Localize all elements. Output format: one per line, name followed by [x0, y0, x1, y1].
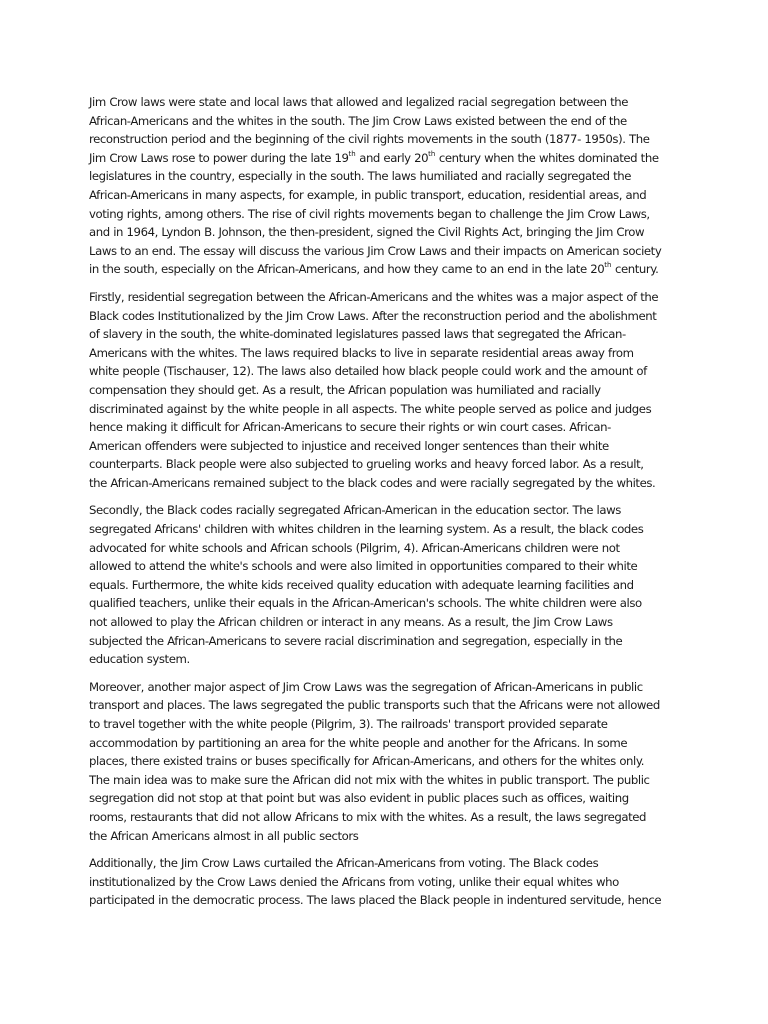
- text-line: Secondly, the Black codes racially segregated African-American in the education sector. The laws: [89, 503, 621, 518]
- text-line: and in 1964, Lyndon B. Johnson, the then-president, signed the Civil Rights Act, bringing the Jim Crow: [89, 225, 645, 240]
- text-line: subjected the African-Americans to severe racial discrimination and segregation, especially in the: [89, 633, 623, 648]
- text-line: of slavery in the south, the white-dominated legislatures passed laws that segregated the African-: [89, 327, 626, 342]
- text-line: the African Americans almost in all public sectors: [89, 828, 359, 843]
- text-line: places, there existed trains or buses specifically for African-Americans, and others for the whites only.: [89, 754, 644, 769]
- text-line: white people (Tischauser, 12). The laws also detailed how black people could work and the amount of: [89, 364, 647, 379]
- text-line: African-Americans and the whites in the south. The Jim Crow Laws existed between the end of the: [89, 113, 627, 128]
- text-line: The main idea was to make sure the African did not mix with the whites in public transport. The public: [89, 772, 650, 787]
- text-line: Firstly, residential segregation between the African-Americans and the whites was a major aspect of the: [89, 289, 659, 304]
- text-line: rooms, restaurants that did not allow Africans to mix with the whites. As a result, the laws segregated: [89, 809, 647, 824]
- text-line: legislatures in the country, especially in the south. The laws humiliated and racially segregated the: [89, 169, 632, 184]
- paragraph-5: [89, 854, 679, 910]
- text-line: education system.: [89, 652, 190, 667]
- text-line: segregation did not stop at that point but was also evident in public places such as offices, waiting: [89, 791, 629, 806]
- superscript: th: [348, 149, 356, 158]
- text-line: compensation they should get. As a result, the African population was humiliated and racially: [89, 382, 601, 397]
- document-page: [89, 93, 679, 919]
- paragraph-1: [89, 93, 679, 279]
- text-line: American offenders were subjected to injustice and received longer sentences than their white: [89, 438, 609, 453]
- text-line: not allowed to play the African children or interact in any means. As a result, the Jim Crow Laws: [89, 615, 613, 630]
- text-line: advocated for white schools and African schools (Pilgrim, 4). African-Americans children were not: [89, 540, 620, 555]
- text-line: hence making it difficult for African-Americans to secure their rights or win court cases. African-: [89, 420, 611, 435]
- paragraph-2: [89, 288, 679, 493]
- paragraph-4: [89, 678, 679, 845]
- text-line: institutionalized by the Crow Laws denied the Africans from voting, unlike their equal whites who: [89, 874, 619, 889]
- text-line: equals. Furthermore, the white kids received quality education with adequate learning facilities and: [89, 577, 634, 592]
- text-line: accommodation by partitioning an area for the white people and another for the Africans. In some: [89, 735, 628, 750]
- superscript: th: [604, 261, 612, 270]
- text-line: Jim Crow Laws rose to power during the late 19th and early 20th century when the whites dominated the: [89, 149, 659, 165]
- text-line: reconstruction period and the beginning of the civil rights movements in the south (1877- 1950s). The: [89, 132, 650, 147]
- text-line: discriminated against by the white people in all aspects. The white people served as police and judges: [89, 401, 652, 416]
- superscript: th: [428, 149, 436, 158]
- text-line: Americans with the whites. The laws required blacks to live in separate residential areas away from: [89, 345, 634, 360]
- text-line: Moreover, another major aspect of Jim Crow Laws was the segregation of African-Americans in public: [89, 679, 643, 694]
- paragraph-3: [89, 501, 679, 668]
- text-line: in the south, especially on the African-Americans, and how they came to an end in the late 20th century.: [89, 261, 659, 277]
- text-line: African-Americans in many aspects, for example, in public transport, education, residential areas, and: [89, 187, 647, 202]
- text-line: Black codes Institutionalized by the Jim Crow Laws. After the reconstruction period and the abolishment: [89, 308, 657, 323]
- text-line: participated in the democratic process. The laws placed the Black people in indentured servitude, hence: [89, 893, 662, 908]
- text-line: the African-Americans remained subject to the black codes and were racially segregated by the whites.: [89, 475, 656, 490]
- text-line: Laws to an end. The essay will discuss the various Jim Crow Laws and their impacts on American society: [89, 243, 662, 258]
- text-line: transport and places. The laws segregated the public transports such that the Africans were not allowed: [89, 698, 660, 713]
- text-line: allowed to attend the white's schools and were also limited in opportunities compared to their white: [89, 559, 638, 574]
- text-line: counterparts. Black people were also subjected to grueling works and heavy forced labor. As a result,: [89, 457, 644, 472]
- text-line: voting rights, among others. The rise of civil rights movements began to challenge the Jim Crow Laws,: [89, 206, 650, 221]
- text-line: Jim Crow laws were state and local laws that allowed and legalized racial segregation between the: [89, 95, 629, 109]
- text-line: Additionally, the Jim Crow Laws curtailed the African-Americans from voting. The Black codes: [89, 856, 599, 871]
- text-line: segregated Africans' children with whites children in the learning system. As a result, the black codes: [89, 522, 644, 537]
- text-line: to travel together with the white people (Pilgrim, 3). The railroads' transport provided separate: [89, 717, 608, 731]
- text-line: qualified teachers, unlike their equals in the African-American's schools. The white children were also: [89, 596, 642, 611]
